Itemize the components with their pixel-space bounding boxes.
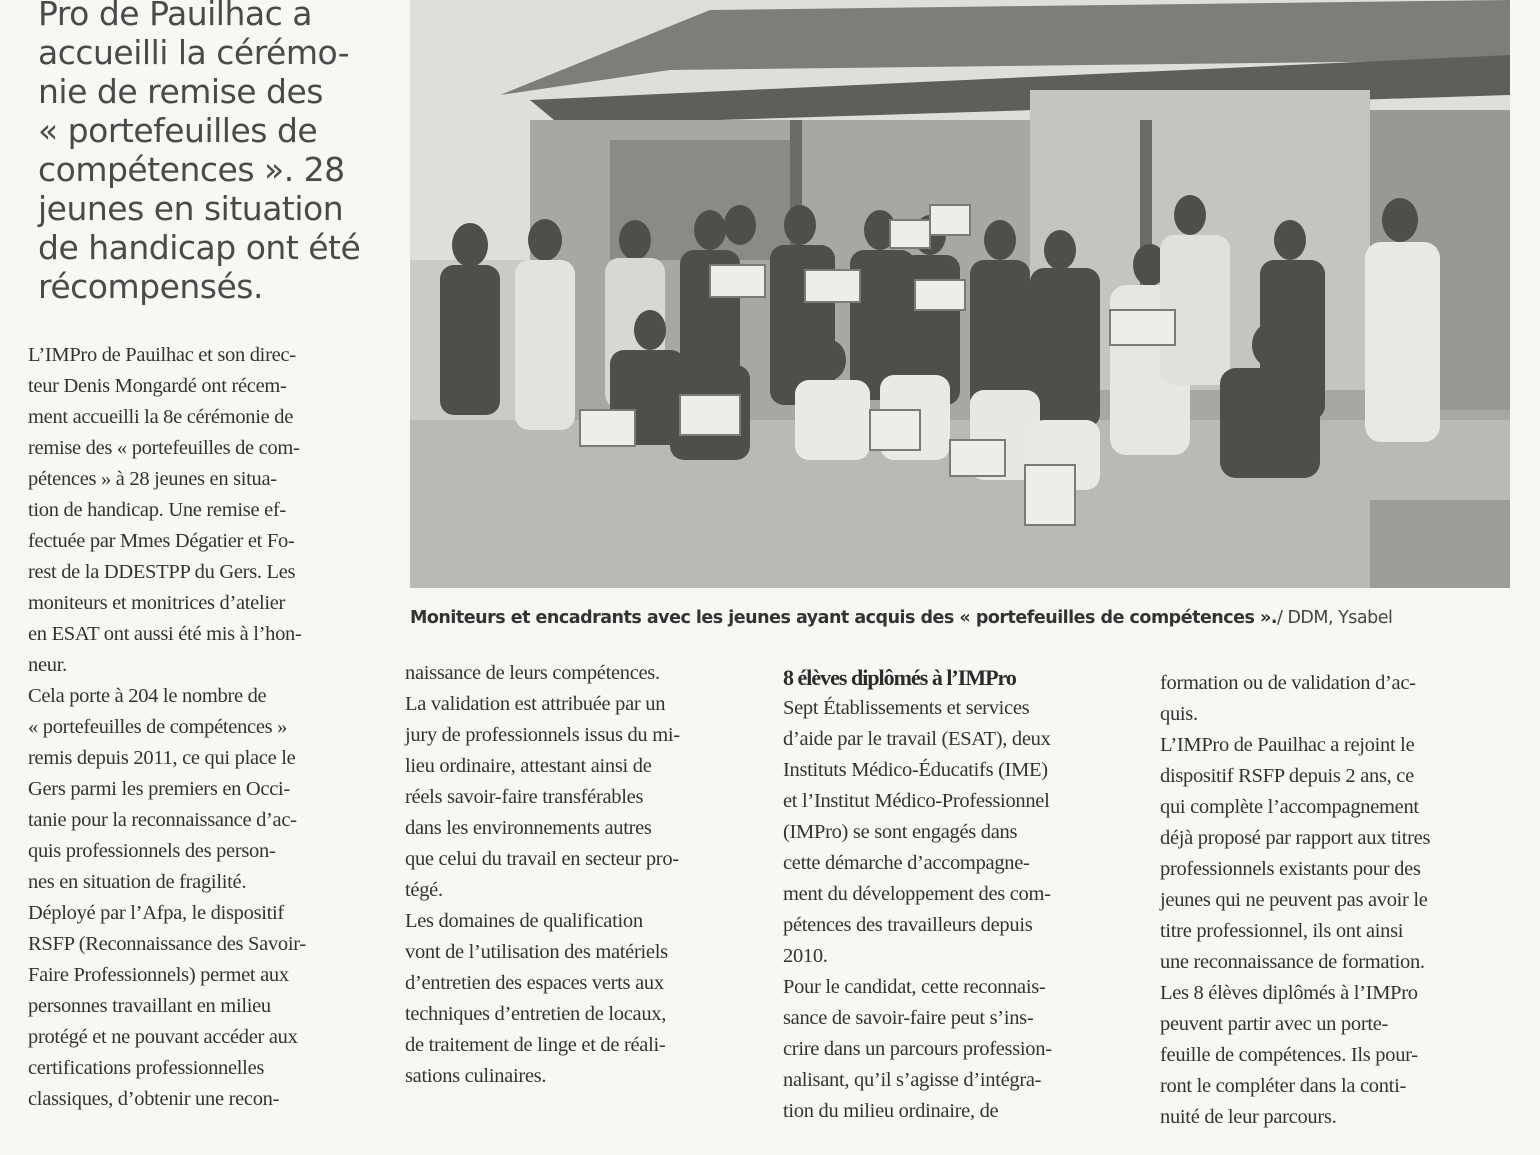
text-line: de traitement de linge et de réali- bbox=[405, 1034, 666, 1056]
text-line: d’aide par le travail (ESAT), deux bbox=[783, 728, 1051, 750]
text-line: cette démarche d’accompagne- bbox=[783, 852, 1030, 874]
text-line: Sept Établissements et services bbox=[783, 697, 1030, 719]
photo-illustration bbox=[410, 0, 1510, 588]
lede-line: Pro de Pauilhac a bbox=[38, 0, 312, 33]
text-line: sance de savoir-faire peut s’ins- bbox=[783, 1007, 1034, 1029]
text-line: jury de professionnels issus du mi- bbox=[405, 724, 680, 746]
text-line: tanie pour la reconnaissance d’ac- bbox=[28, 809, 297, 831]
text-line: L’IMPro de Pauilhac a rejoint le bbox=[1160, 734, 1415, 756]
text-line: réels savoir-faire transférables bbox=[405, 786, 644, 808]
text-line: protégé et ne pouvant accéder aux bbox=[28, 1026, 298, 1048]
text-line: Les 8 élèves diplômés à l’IMPro bbox=[1160, 982, 1418, 1004]
text-line: sations culinaires. bbox=[405, 1065, 547, 1087]
text-line: 2010. bbox=[783, 945, 828, 967]
text-line: quis professionnels des person- bbox=[28, 840, 276, 862]
text-line: pétences des travailleurs depuis bbox=[783, 914, 1033, 936]
lede-line: compétences ». 28 bbox=[38, 150, 345, 189]
group-photo bbox=[410, 0, 1510, 588]
text-line: Les domaines de qualification bbox=[405, 910, 643, 932]
text-line: ront le compléter dans la conti- bbox=[1160, 1075, 1406, 1097]
text-line: RSFP (Reconnaissance des Savoir- bbox=[28, 933, 306, 955]
text-line: L’IMPro de Pauilhac et son direc- bbox=[28, 344, 296, 366]
caption-text: Moniteurs et encadrants avec les jeunes ayant acquis des « portefeuilles de compétences ». bbox=[410, 608, 1277, 628]
text-line: techniques d’entretien de locaux, bbox=[405, 1003, 667, 1025]
caption-credit: / DDM, Ysabel bbox=[1276, 608, 1393, 628]
text-line: personnes travaillant en milieu bbox=[28, 995, 271, 1017]
text-line: neur. bbox=[28, 654, 67, 676]
text-line: quis. bbox=[1160, 703, 1198, 725]
text-line: ment accueilli la 8e cérémonie de bbox=[28, 406, 293, 428]
text-line: « portefeuilles de compétences » bbox=[28, 716, 288, 738]
text-line: remise des « portefeuilles de com- bbox=[28, 437, 300, 459]
text-line: Instituts Médico-Éducatifs (IME) bbox=[783, 759, 1048, 781]
text-line: dans les environnements autres bbox=[405, 817, 652, 839]
text-line: certifications professionnelles bbox=[28, 1057, 265, 1079]
text-line: Cela porte à 204 le nombre de bbox=[28, 685, 267, 707]
text-line: nuité de leur parcours. bbox=[1160, 1106, 1337, 1128]
text-line: crire dans un parcours profession- bbox=[783, 1038, 1052, 1060]
text-line: nes en situation de fragilité. bbox=[28, 871, 247, 893]
lede-line: de handicap ont été bbox=[38, 228, 361, 267]
text-line: (IMPro) se sont engagés dans bbox=[783, 821, 1018, 843]
text-line: Faire Professionnels) permet aux bbox=[28, 964, 289, 986]
text-line: tion de handicap. Une remise ef- bbox=[28, 499, 286, 521]
text-line: et l’Institut Médico-Professionnel bbox=[783, 790, 1050, 812]
text-line: jeunes qui ne peuvent pas avoir le bbox=[1160, 889, 1428, 911]
article-column-1 bbox=[28, 340, 378, 1115]
text-line: en ESAT ont aussi été mis à l’hon- bbox=[28, 623, 302, 645]
text-line: Pour le candidat, cette reconnais- bbox=[783, 976, 1046, 998]
lede-line: nie de remise des bbox=[38, 72, 324, 111]
article-column-4 bbox=[1160, 668, 1515, 1133]
text-line: titre professionnel, ils ont ainsi bbox=[1160, 920, 1404, 942]
article-lede bbox=[38, 0, 388, 306]
text-line: tion du milieu ordinaire, de bbox=[783, 1100, 999, 1122]
section-subhead: 8 élèves diplômés à l’IMPro bbox=[783, 665, 1016, 690]
text-line: professionnels existants pour des bbox=[1160, 858, 1421, 880]
lede-line: accueilli la cérémo- bbox=[38, 33, 350, 72]
article-column-2 bbox=[405, 658, 760, 1092]
text-line: que celui du travail en secteur pro- bbox=[405, 848, 679, 870]
text-line: nalisant, qu’il s’agisse d’intégra- bbox=[783, 1069, 1042, 1091]
text-line: rest de la DDESTPP du Gers. Les bbox=[28, 561, 296, 583]
lede-line: jeunes en situation bbox=[38, 189, 344, 228]
text-line: déjà proposé par rapport aux titres bbox=[1160, 827, 1431, 849]
text-line: lieu ordinaire, attestant ainsi de bbox=[405, 755, 652, 777]
text-line: La validation est attribuée par un bbox=[405, 693, 666, 715]
photo-caption bbox=[410, 606, 1520, 630]
text-line: qui complète l’accompagnement bbox=[1160, 796, 1419, 818]
text-line: moniteurs et monitrices d’atelier bbox=[28, 592, 286, 614]
text-line: ment du développement des com- bbox=[783, 883, 1051, 905]
text-line: dispositif RSFP depuis 2 ans, ce bbox=[1160, 765, 1414, 787]
text-line: Gers parmi les premiers en Occi- bbox=[28, 778, 290, 800]
text-line: pétences » à 28 jeunes en situa- bbox=[28, 468, 277, 490]
text-line: feuille de compétences. Ils pour- bbox=[1160, 1044, 1418, 1066]
text-line: remis depuis 2011, ce qui place le bbox=[28, 747, 296, 769]
text-line: naissance de leurs compétences. bbox=[405, 662, 660, 684]
article-column-3 bbox=[783, 662, 1138, 1127]
text-line: vont de l’utilisation des matériels bbox=[405, 941, 668, 963]
text-line: formation ou de validation d’ac- bbox=[1160, 672, 1416, 694]
text-line: teur Denis Mongardé ont récem- bbox=[28, 375, 287, 397]
lede-line: récompensés. bbox=[38, 267, 263, 306]
lede-line: « portefeuilles de bbox=[38, 111, 318, 150]
text-line: Déployé par l’Afpa, le dispositif bbox=[28, 902, 284, 924]
text-line: tégé. bbox=[405, 879, 443, 901]
text-line: classiques, d’obtenir une recon- bbox=[28, 1088, 280, 1110]
text-line: d’entretien des espaces verts aux bbox=[405, 972, 664, 994]
text-line: une reconnaissance de formation. bbox=[1160, 951, 1425, 973]
text-line: fectuée par Mmes Dégatier et Fo- bbox=[28, 530, 295, 552]
text-line: peuvent partir avec un porte- bbox=[1160, 1013, 1389, 1035]
